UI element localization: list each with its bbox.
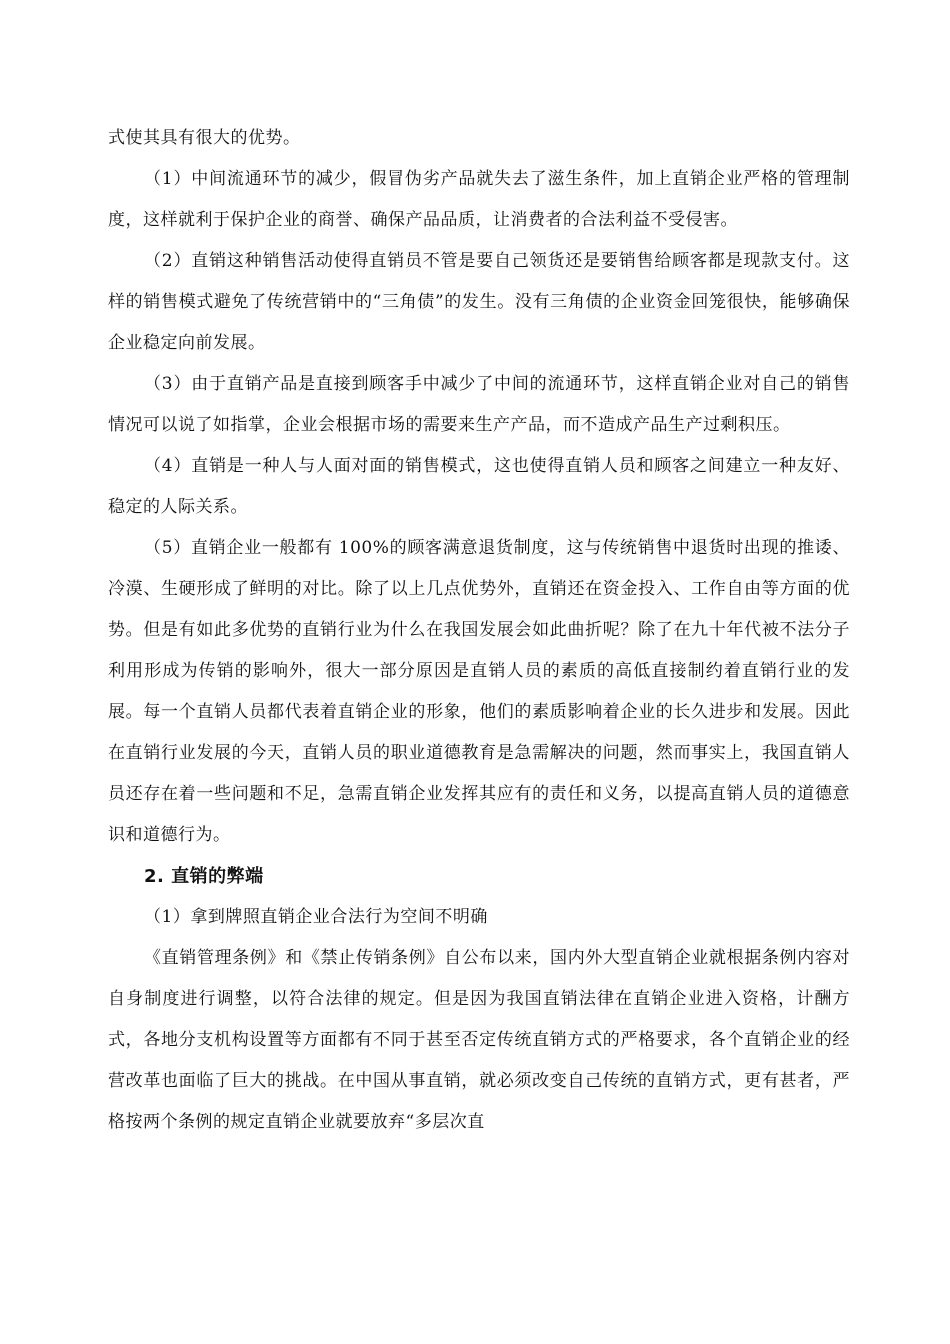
subheading: （1）拿到牌照直销企业合法行为空间不明确 bbox=[144, 907, 488, 927]
paragraph-advantage-3: （3）由于直销产品是直接到顾客手中减少了中间的流通环节，这样直销企业对自己的销售情况可以说了如指掌，企业会根据市场的需要来生产产品，而不造成产品生产过剩积压。 bbox=[108, 374, 850, 435]
paragraph-advantage-1: （1）中间流通环节的减少，假冒伪劣产品就失去了滋生条件，加上直销企业严格的管理制度，这样就利于保护企业的商誉、确保产品品质，让消费者的合法利益不受侵害。 bbox=[108, 169, 850, 230]
paragraph-advantage-5: （5）直销企业一般都有 100%的顾客满意退货制度，这与传统销售中退货时出现的推诿、冷漠、生硬形成了鲜明的对比。除了以上几点优势外，直销还在资金投入、工作自由等方面的优势。但是有如此多优势的直销行业为什么在我国发展会如此曲折呢？除了在九十年代被不法分子利用形成为传销的影响外，很大一部分原因是直销人员的素质的高低直接制约着直销行业的发展。每一个直销人员都代表着直销企业的形象，他们的素质影响着企业的长久进步和发展。因此在直销行业发展的今天，直销人员的职业道德教育是急需解决的问题，然而事实上，我国直销人员还存在着一些问题和不足，急需直销企业发挥其应有的责任和义务，以提高直销人员的道德意识和道德行为。 bbox=[108, 538, 850, 845]
paragraph-advantage-2: （2）直销这种销售活动使得直销员不管是要自己领货还是要销售给顾客都是现款支付。这样的销售模式避免了传统营销中的“三角债”的发生。没有三角债的企业资金回笼很快，能够确保企业稳定向前发展。 bbox=[108, 251, 850, 353]
paragraph-regulation: 《直销管理条例》和《禁止传销条例》自公布以来，国内外大型直销企业就根据条例内容对自身制度进行调整，以符合法律的规定。但是因为我国直销法律在直销企业进入资格，计酬方式，各地分支机构设置等方面都有不同于甚至否定传统直销方式的严格要求，各个直销企业的经营改革也面临了巨大的挑战。在中国从事直销，就必须改变自己传统的直销方式，更有甚者，严格按两个条例的规定直销企业就要放弃“多层次直 bbox=[108, 948, 850, 1132]
section-heading: 2. 直销的弊端 bbox=[144, 866, 264, 887]
paragraph-continuation: 式使其具有很大的优势。 bbox=[108, 128, 301, 148]
document-body bbox=[108, 118, 850, 1143]
paragraph-advantage-4: （4）直销是一种人与人面对面的销售模式，这也使得直销人员和顾客之间建立一种友好、稳定的人际关系。 bbox=[108, 456, 850, 517]
